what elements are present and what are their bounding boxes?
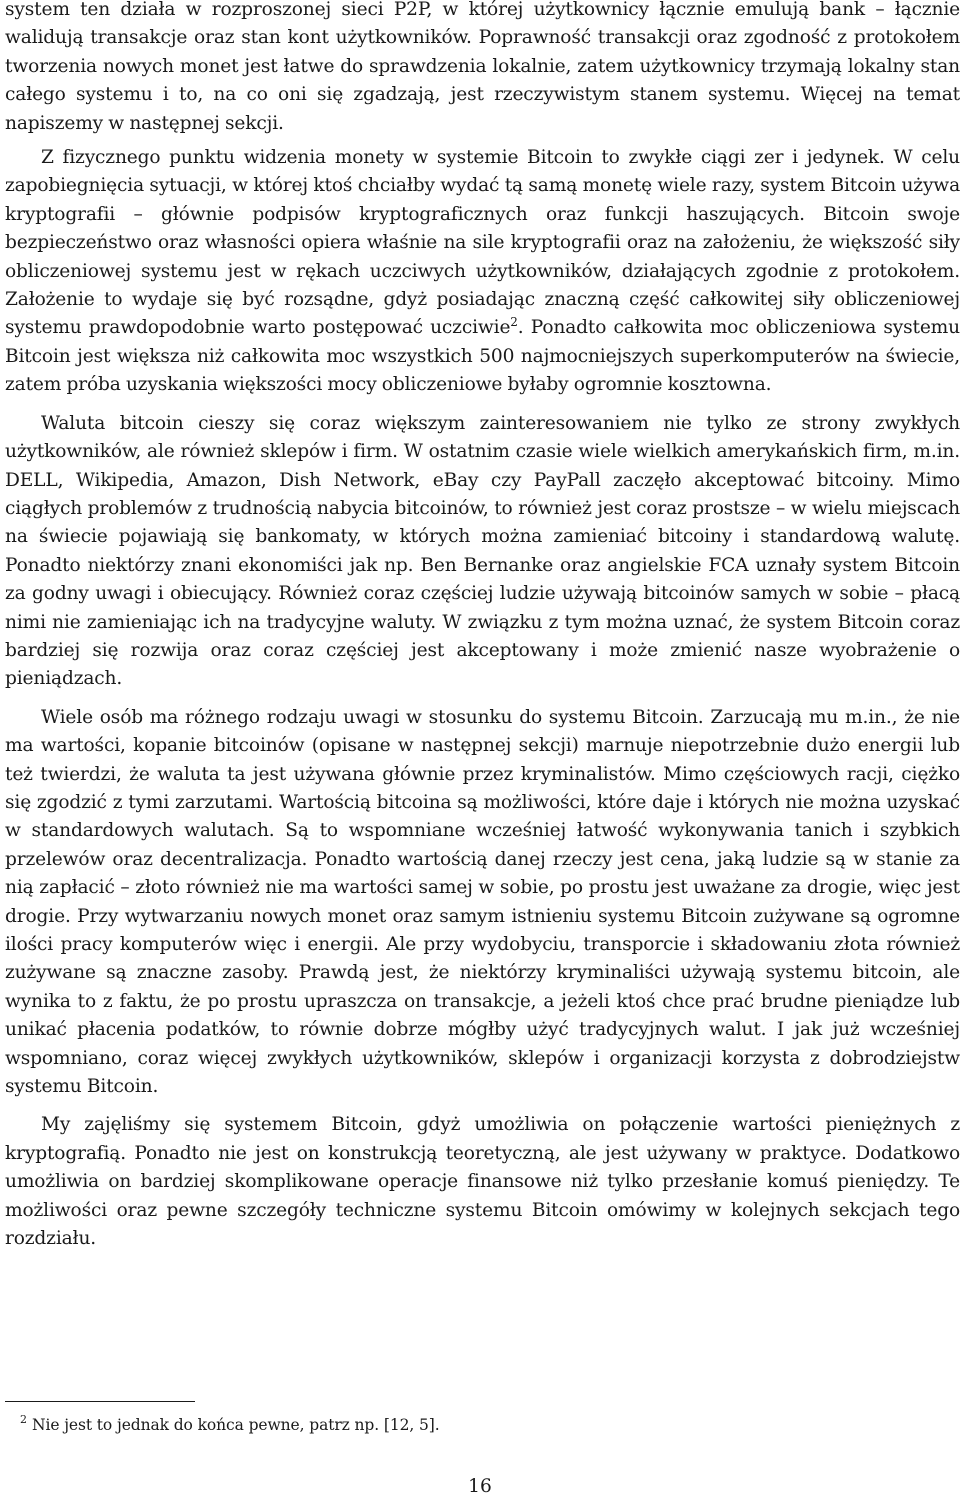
footnote-reference[interactable]: 2: [510, 315, 518, 330]
paragraph-motivation: My zajęliśmy się systemem Bitcoin, gdyż umożliwia on połączenie wartości pieniężnych z kryptografią. Ponadto nie jest on konstrukcją teoretyczną, ale jest używany w praktyce. Dodatkowo umożliwia on bardziej skomplikowane operacje finansowe niż tylko przesłanie komuś pieniędzy. Te możliwości oraz pewne szczegóły techniczne systemu Bitcoin omówimy w kolejnych sekcjach tego rozdziału.: [5, 1114, 960, 1250]
page-number: 16: [468, 1476, 492, 1497]
paragraph-bitcoin-adoption: Waluta bitcoin cieszy się coraz większym zainteresowaniem nie tylko ze strony zwykłych użytkowników, ale również sklepów i firm. W ostatnim czasie wiele wielkich amerykańskich firm, m.in. DELL, Wikipedia, Amazon, Dish Network, eBay czy PayPall zaczęło akceptować bitcoiny. Mimo ciągłych problemów z trudnością nabycia bitcoinów, to również jest coraz prostsze – w wielu miejscach na świecie pojawiają się bankomaty, w których można zamieniać bitcoiny i standardową walutę. Ponadto niektórzy znani ekonomiści jak np. Ben Bernanke oraz angielskie FCA uznały system Bitcoin za godny uwagi i obiecujący. Również coraz częściej ludzie używają bitcoinów samych w sobie – płacą nimi nie zamieniając ich na tradycyjne waluty. W związku z tym można uznać, że system Bitcoin coraz bardziej się rozwija oraz coraz częściej jest akceptowany i może zmienić nasze wyobrażenie o pieniądzach.: [5, 412, 960, 690]
paragraph-text: . Ponadto całkowita moc obliczeniowa systemu Bitcoin jest większa niż całkowita moc wszystkich 500 najmocniejszych superkomputerów na świecie, zatem próba uzyskania większości mocy obliczeniowe byłaby ogromnie kosztowna.: [5, 317, 960, 396]
paragraph-criticism: Wiele osób ma różnego rodzaju uwagi w stosunku do systemu Bitcoin. Zarzucają mu m.in., że nie ma wartości, kopanie bitcoinów (opisane w następnej sekcji) marnuje niepotrzebnie dużo energii lub też twierdzi, że waluta ta jest używana głównie przez kryminalistów. Mimo częściowych racji, ciężko się zgodzić z tymi zarzutami. Wartością bitcoina są możliwości, które daje i których nie można uzyskać w standardowych walutach. Są to wspomniane wcześniej łatwość wykonywania tanich i szybkich przelewów oraz decentralizacja. Ponadto wartością danej rzeczy jest cena, jaką ludzie są w stanie za nią zapłacić – złoto również nie ma wartości samej w sobie, po prostu jest uważane za drogie, więc jest drogie. Przy wytwarzaniu nowych monet oraz samym istnieniu systemu Bitcoin zużywane są ogromne ilości pracy komputerów więc i energii. Ale przy wydobyciu, transporcie i składowaniu złota również zużywane są znaczne zasoby. Prawdą jest, że niektórzy kryminaliści używają systemu bitcoin, ale wynika to z faktu, że po prostu upraszcza on transakcje, a jeżeli ktoś chce prać brudne pieniądze lub unikać płacenia podatków, to równie dobrze mógłby użyć tradycyjnych walut. I jak już wcześniej wspomniano, coraz więcej zwykłych użytkowników, sklepów i organizacji korzysta z dobrodziejstw systemu Bitcoin.: [5, 706, 960, 1098]
footnote-mark: 2: [20, 1413, 27, 1426]
footnote: [20, 1413, 440, 1436]
footnote-text: Nie jest to jednak do końca pewne, patrz np. [12, 5].: [32, 1416, 440, 1434]
footnote-divider: [5, 1401, 195, 1402]
paragraph-continuation: system ten działa w rozproszonej sieci P2P, w której użytkownicy łącznie emulują bank – łącznie walidują transakcje oraz stan kont użytkowników. Poprawność transakcji oraz zgodność z protokołem tworzenia nowych monet jest łatwe do sprawdzenia lokalnie, zatem użytkownicy trzymają lokalny stan całego systemu i to, na co oni się zgadzają, jest rzeczywistym stanem systemu. Więcej na temat napiszemy w następnej sekcji.: [5, 0, 960, 134]
page-body: [5, 0, 960, 1253]
paragraph-physical-coins: [5, 144, 960, 400]
paragraph-text: Z fizycznego punktu widzenia monety w systemie Bitcoin to zwykłe ciągi zer i jedynek. W celu zapobiegnięcia sytuacji, w której ktoś chciałby wydać tą samą monetę wiele razy, system Bitcoin używa kryptografii – głównie podpisów kryptograficznych oraz funkcji haszujących. Bitcoin swoje bezpieczeństwo oraz własności opiera właśnie na sile kryptografii oraz na założeniu, że większość siły obliczeniowej systemu jest w rękach uczciwych użytkowników, działających zgodnie z protokołem. Założenie to wydaje się być rozsądne, gdyż posiadając znaczną część całkowitej siły obliczeniowej systemu prawdopodobnie warto postępować uczciwie: [5, 147, 960, 339]
